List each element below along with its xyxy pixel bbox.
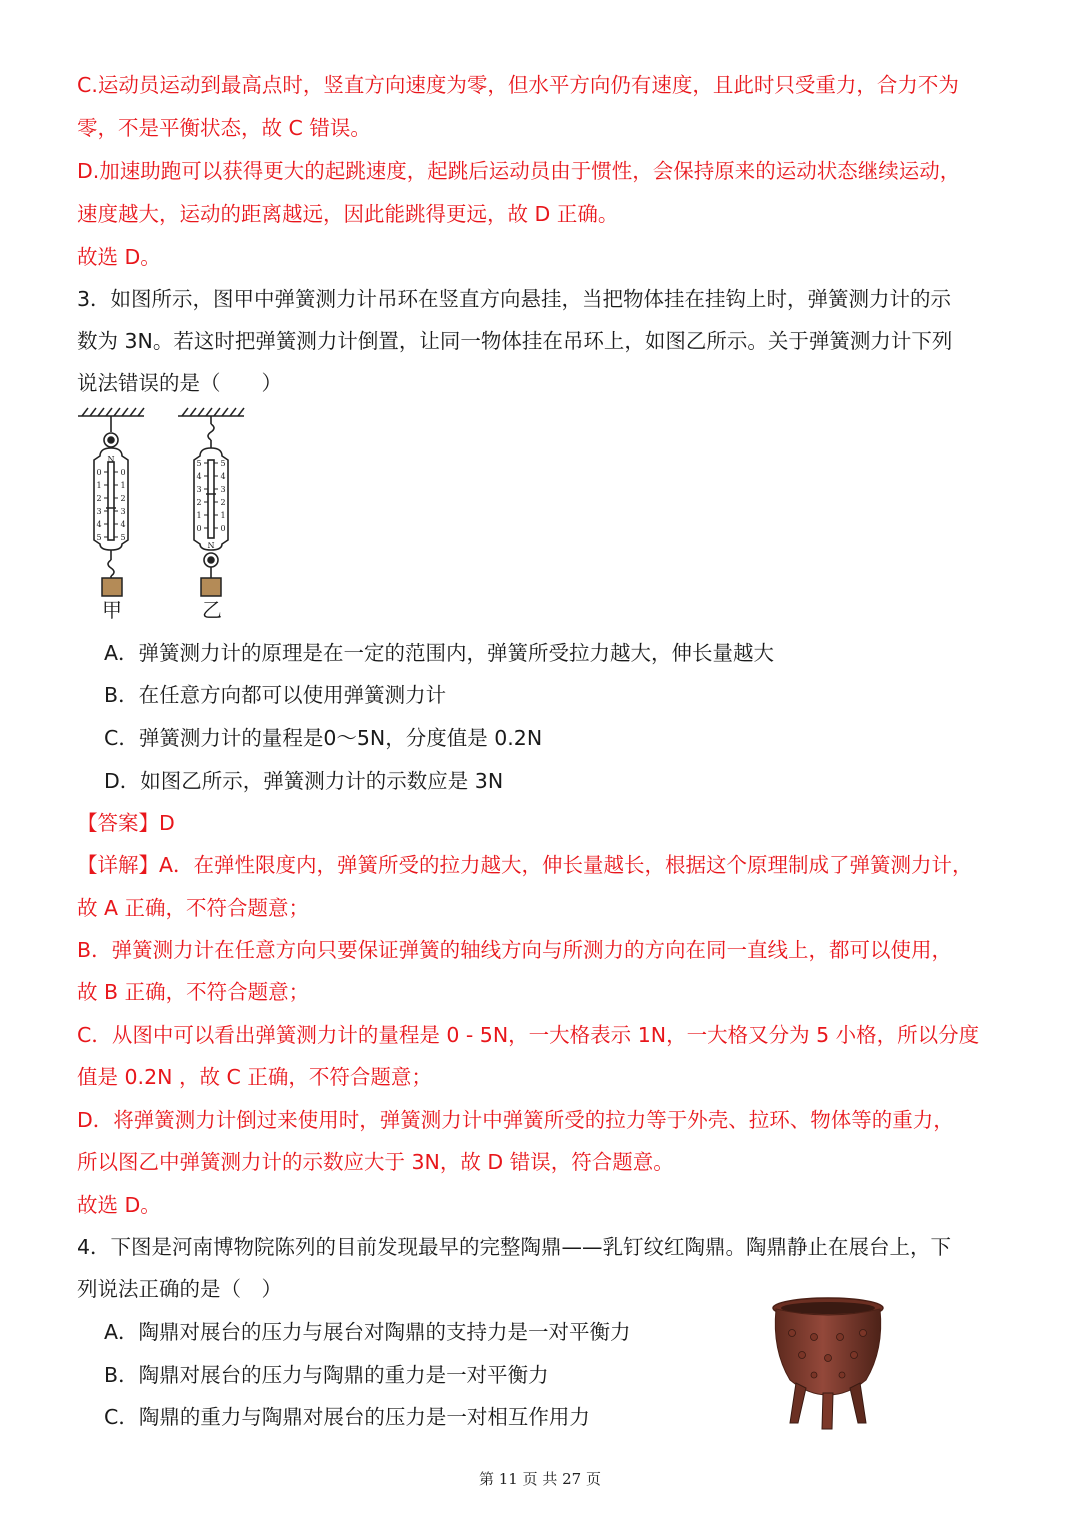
- q3-detail-line8: 所以图乙中弹簧测力计的示数应大于 3N，故 D 错误，符合题意。: [77, 1150, 674, 1174]
- q4-option-a: A．陶鼎对展台的压力与展台对陶鼎的支持力是一对平衡力: [104, 1320, 631, 1344]
- q3-detail-line6: 值是 0.2N ，故 C 正确，不符合题意；: [77, 1065, 432, 1089]
- weight-left: [102, 578, 122, 596]
- figure-label-yi: 乙: [202, 598, 222, 622]
- q3-stem-line1: 3．如图所示，图甲中弹簧测力计吊环在竖直方向悬挂，当把物体挂在挂钩上时，弹簧测力计的示: [77, 287, 952, 311]
- q4-option-b: B．陶鼎对展台的压力与陶鼎的重力是一对平衡力: [104, 1363, 549, 1387]
- prev-solution-c-line2: 零，不是平衡状态，故 C 错误。: [77, 116, 371, 140]
- svg-text:5: 5: [120, 533, 126, 542]
- q3-stem-line3: 说法错误的是（ ）: [77, 371, 282, 395]
- svg-text:2: 2: [120, 494, 126, 503]
- q3-detail-line4: 故 B 正确，不符合题意；: [77, 980, 310, 1004]
- pottery-tripod-image: [768, 1295, 888, 1435]
- page-footer: 第 11 页 共 27 页: [478, 1470, 601, 1488]
- unit-left: N: [107, 455, 115, 464]
- q3-option-b: B．在任意方向都可以使用弹簧测力计: [104, 683, 447, 707]
- scale-numbers-left: [96, 468, 125, 542]
- svg-text:0: 0: [96, 468, 102, 477]
- figure-label-jia: 甲: [102, 598, 122, 622]
- svg-text:1: 1: [120, 481, 126, 490]
- weight-right: [201, 578, 221, 596]
- svg-text:3: 3: [96, 507, 102, 516]
- q3-option-c: C．弹簧测力计的量程是0～5N，分度值是 0.2N: [104, 726, 543, 750]
- svg-text:3: 3: [220, 485, 226, 494]
- q3-spring-scale-figure: [70, 402, 260, 632]
- svg-text:4: 4: [120, 520, 126, 529]
- q4-stem-line2: 列说法正确的是（ ）: [77, 1277, 282, 1301]
- q3-detail-line2: 故 A 正确，不符合题意；: [77, 896, 310, 920]
- svg-text:5: 5: [220, 459, 226, 468]
- q3-answer: 【答案】D: [77, 811, 175, 835]
- svg-text:1: 1: [220, 511, 226, 520]
- ceiling-left: [78, 408, 144, 416]
- q3-option-d: D．如图乙所示，弹簧测力计的示数应是 3N: [104, 769, 504, 793]
- scale-numbers-right: [196, 459, 225, 533]
- svg-text:5: 5: [96, 533, 102, 542]
- svg-text:1: 1: [196, 511, 202, 520]
- unit-right: N: [207, 540, 215, 549]
- q3-option-a: A．弹簧测力计的原理是在一定的范围内，弹簧所受拉力越大，伸长量越大: [104, 641, 775, 665]
- svg-text:1: 1: [96, 481, 102, 490]
- prev-solution-choice: 故选 D。: [77, 245, 161, 269]
- svg-text:0: 0: [120, 468, 126, 477]
- q4-stem-line1: 4．下图是河南博物院陈列的目前发现最早的完整陶鼎——乳钉纹红陶鼎。陶鼎静止在展台上，下: [77, 1235, 952, 1259]
- q3-detail-line3: B．弹簧测力计在任意方向只要保证弹簧的轴线方向与所测力的方向在同一直线上，都可以使用，: [77, 938, 953, 962]
- q3-detail-choice: 故选 D。: [77, 1193, 161, 1217]
- svg-text:2: 2: [196, 498, 202, 507]
- svg-text:0: 0: [196, 524, 202, 533]
- svg-text:3: 3: [120, 507, 126, 516]
- prev-solution-d-line2: 速度越大，运动的距离越远，因此能跳得更远，故 D 正确。: [77, 202, 619, 226]
- q3-stem-line2: 数为 3N。若这时把弹簧测力计倒置，让同一物体挂在吊环上，如图乙所示。关于弹簧测力计下列: [77, 329, 953, 353]
- ceiling-right: [178, 408, 244, 416]
- q3-detail-line5: C．从图中可以看出弹簧测力计的量程是 0 - 5N，一大格表示 1N，一大格又分为 5 小格，所以分度: [77, 1023, 980, 1047]
- svg-text:0: 0: [220, 524, 226, 533]
- svg-text:5: 5: [196, 459, 202, 468]
- prev-solution-c-line1: C.运动员运动到最高点时，竖直方向速度为零，但水平方向仍有速度，且此时只受重力，合力不为: [77, 73, 959, 97]
- svg-text:2: 2: [96, 494, 102, 503]
- q3-detail-line7: D．将弹簧测力计倒过来使用时，弹簧测力计中弹簧所受的拉力等于外壳、拉环、物体等的重力，: [77, 1108, 954, 1132]
- svg-text:3: 3: [196, 485, 202, 494]
- svg-text:4: 4: [220, 472, 226, 481]
- svg-text:4: 4: [196, 472, 202, 481]
- scale-ticks-left: [104, 472, 118, 537]
- prev-solution-d-line1: D.加速助跑可以获得更大的起跳速度，起跳后运动员由于惯性，会保持原来的运动状态继续运动，: [77, 159, 961, 183]
- scale-ticks-right: [204, 463, 218, 528]
- svg-text:2: 2: [220, 498, 226, 507]
- svg-text:4: 4: [96, 520, 102, 529]
- q4-option-c: C．陶鼎的重力与陶鼎对展台的压力是一对相互作用力: [104, 1405, 590, 1429]
- q3-detail-line1: 【详解】A．在弹性限度内，弹簧所受的拉力越大，伸长量越长，根据这个原理制成了弹簧测力计，: [77, 853, 973, 877]
